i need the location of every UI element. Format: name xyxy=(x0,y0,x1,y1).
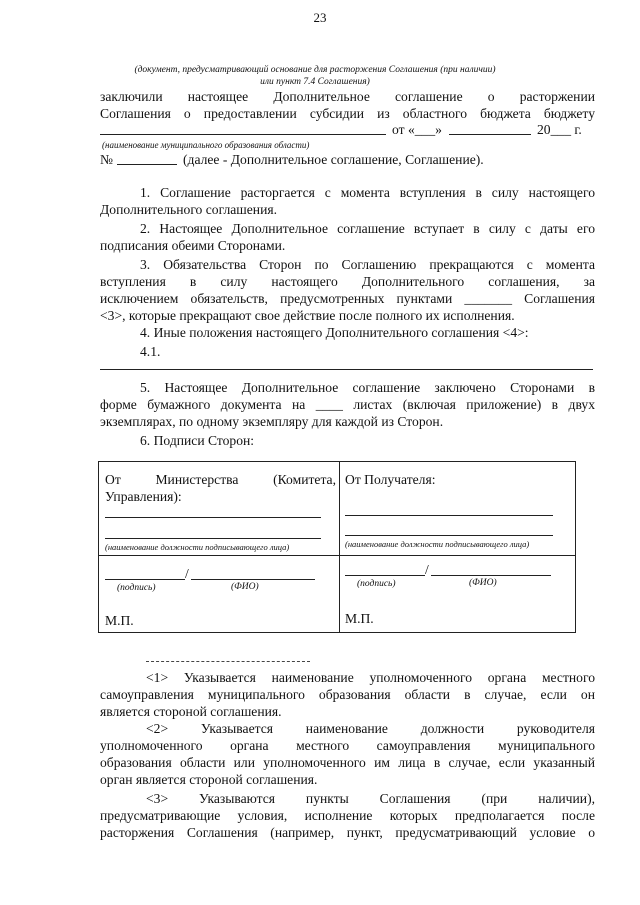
right-blank-1 xyxy=(345,515,553,516)
header-note-line2: или пункт 7.4 Соглашения) xyxy=(260,77,370,87)
left-blank-1 xyxy=(105,517,321,518)
item3-line3: исключением обязательств, предусмотренных пунктами _______ Соглашения xyxy=(100,291,595,306)
left-sign-label: (подпись) xyxy=(117,583,156,593)
date-day: от «___» xyxy=(392,122,442,137)
left-head-word: (Комитета, xyxy=(273,472,336,487)
number-blank xyxy=(117,164,177,165)
footnote2-line1: <2> Указывается наименование должности руководителя xyxy=(146,721,595,736)
footnote2-line2: уполномоченного органа местного самоуправления муниципального xyxy=(100,738,595,753)
intro-line2: Соглашения о предоставлении субсидии из областного бюджета бюджету xyxy=(100,106,595,121)
right-fio-label: (ФИО) xyxy=(469,578,497,588)
intro-line4: (далее - Дополнительное соглашение, Соглашение). xyxy=(183,152,484,167)
table-hdivider xyxy=(99,555,575,556)
header-note-line1: (документ, предусматривающий основание для расторжения Соглашения (при наличии) xyxy=(134,65,496,75)
signature-table xyxy=(98,461,576,633)
footnote1-line2: самоуправления муниципального образования области в случае, если он xyxy=(100,687,595,702)
intro-line1 xyxy=(100,88,595,105)
left-head-word: От xyxy=(105,472,121,487)
page-number: 23 xyxy=(313,10,327,25)
item4-line1: 4. Иные положения настоящего Дополнительного соглашения <4>: xyxy=(140,325,529,340)
municipality-blank xyxy=(100,134,386,135)
left-head-line2: Управления): xyxy=(105,489,182,504)
footnote3-line1: <3> Указываются пункты Соглашения (при наличии), xyxy=(146,791,595,806)
right-sign-line xyxy=(345,575,425,576)
intro-word: Дополнительное xyxy=(273,89,370,104)
item3-line2: вступления в силу настоящего Дополнительного соглашения, за xyxy=(100,274,595,289)
item1-line1: 1. Соглашение расторгается с момента вступления в силу настоящего xyxy=(140,185,595,200)
table-vdivider xyxy=(339,462,340,632)
left-fio-label: (ФИО) xyxy=(231,582,259,592)
footnote-separator xyxy=(146,661,310,662)
right-sign-label: (подпись) xyxy=(357,579,396,589)
footnote3-line2: предусматривающие условия, исполнение которых предполагается после xyxy=(100,808,595,823)
right-stamp: М.П. xyxy=(345,611,374,626)
right-fio-line xyxy=(431,575,551,576)
number-label: № xyxy=(100,152,113,167)
footnote1-line3: является стороной соглашения. xyxy=(100,704,282,719)
right-head: От Получателя: xyxy=(345,472,436,487)
left-sign-line xyxy=(105,579,185,580)
item2-line2: подписания обеими Сторонами. xyxy=(100,238,286,253)
intro-word: расторжении xyxy=(519,89,595,104)
item4-blank xyxy=(100,369,593,370)
left-slash: / xyxy=(185,566,189,581)
item5-line1: 5. Настоящее Дополнительное соглашение заключено Сторонами в xyxy=(140,380,595,395)
municipal-note: (наименование муниципального образования области) xyxy=(102,140,310,150)
item6: 6. Подписи Сторон: xyxy=(140,433,255,448)
intro-word: заключили xyxy=(100,89,163,104)
right-position-note: (наименование должности подписывающего лица) xyxy=(345,539,530,549)
item5-line3: экземплярах, по одному экземпляру для каждой из Сторон. xyxy=(100,414,444,429)
item3-line4: <3>, которые прекращают свое действие после полного их исполнения. xyxy=(100,308,515,323)
item5-line2: форме бумажного документа на ____ листах (включая приложение) в двух xyxy=(100,397,595,412)
item4-1: 4.1. xyxy=(140,344,161,359)
right-blank-2 xyxy=(345,535,553,536)
item2-line1: 2. Настоящее Дополнительное соглашение вступает в силу с даты его xyxy=(140,221,595,236)
footnote3-line3: расторжения Соглашения (например, пункт, предусматривающий условие о xyxy=(100,825,595,840)
footnote2-line4: орган является стороной соглашения. xyxy=(100,772,318,787)
left-head-line1 xyxy=(105,471,336,488)
item3-line1: 3. Обязательства Сторон по Соглашению прекращаются с момента xyxy=(140,257,595,272)
intro-word: настоящее xyxy=(187,89,249,104)
date-year: 20___ г. xyxy=(537,122,582,137)
item1-line2: Дополнительного соглашения. xyxy=(100,202,277,217)
right-slash: / xyxy=(425,562,429,577)
left-head-word: Министерства xyxy=(155,472,239,487)
left-fio-line xyxy=(191,579,315,580)
footnote2-line3: образования области или уполномоченного им лица в случае, если указанный xyxy=(100,755,595,770)
intro-word: соглашение xyxy=(395,89,463,104)
left-stamp: М.П. xyxy=(105,613,134,628)
left-position-note: (наименование должности подписывающего лица) xyxy=(105,542,290,552)
footnote1-line1: <1> Указывается наименование уполномоченного органа местного xyxy=(146,670,595,685)
month-blank xyxy=(449,134,531,135)
intro-word: о xyxy=(487,89,495,104)
left-blank-2 xyxy=(105,538,321,539)
